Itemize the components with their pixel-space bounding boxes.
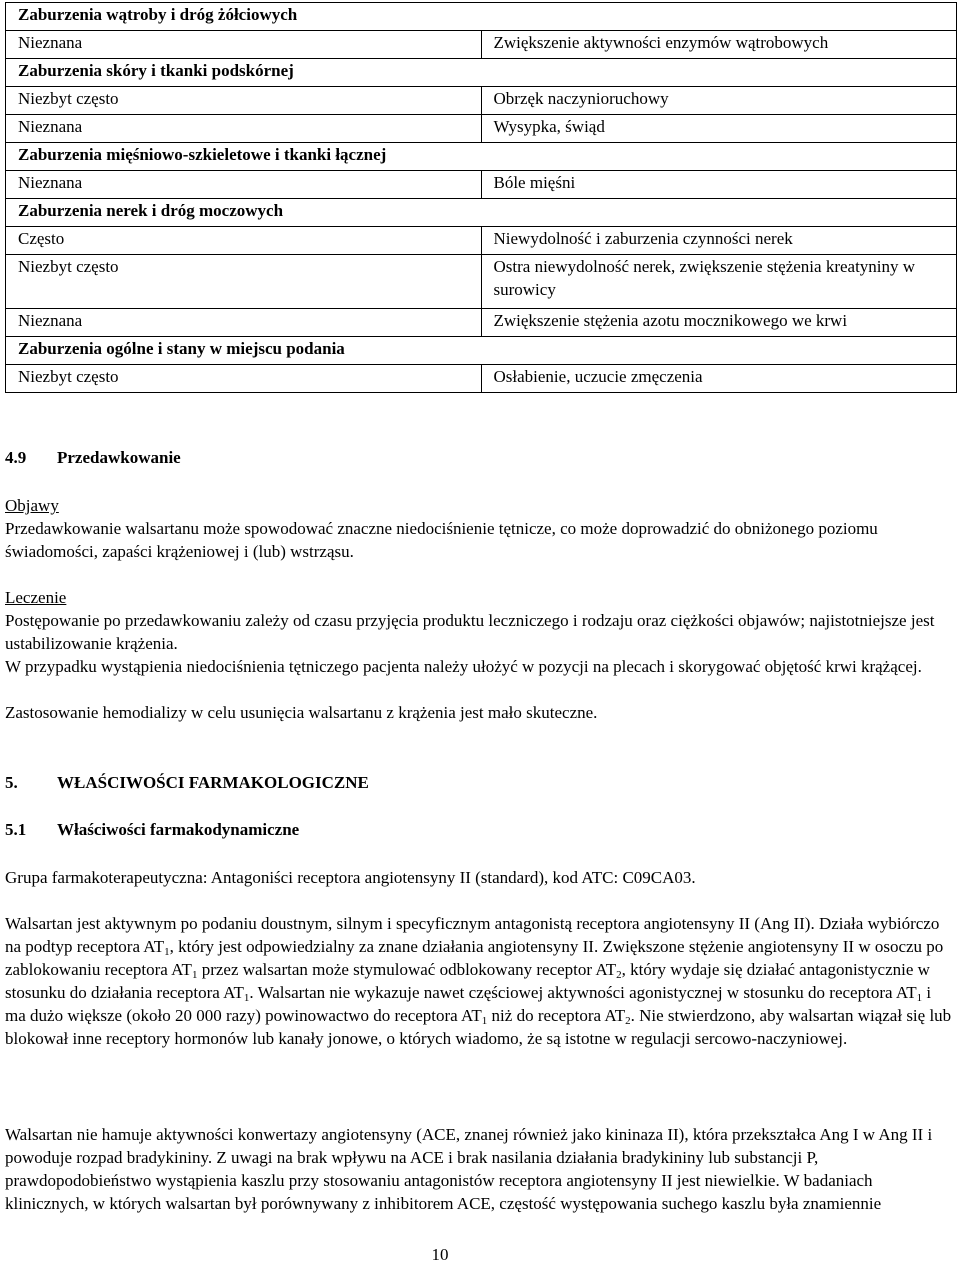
adverse-effects-table-body [6, 3, 957, 393]
category-row [6, 143, 957, 171]
adverse-effects-table [5, 2, 957, 393]
frequency-cell: Niezbyt często [6, 255, 482, 309]
text-run: , który jest odpowiedzialny za znane działania angiotensyny II. Zwiększone stężenie angiotensyny II w osoczu po zablokowaniu receptora AT [5, 937, 944, 979]
subscript: 1 [481, 1015, 488, 1027]
text-run: Walsartan jest aktywnym po podaniu doustnym, silnym i specyficznym antagonistą receptora angiotensyny II (Ang II). Działa wybiórczo na podtyp receptora AT [5, 914, 940, 956]
table-row [6, 87, 957, 115]
table-row [6, 255, 957, 309]
category-row [6, 3, 957, 31]
category-label: Zaburzenia wątroby i dróg żółciowych [6, 3, 957, 31]
treatment-heading: Leczenie [5, 588, 67, 607]
frequency-cell: Nieznana [6, 171, 482, 199]
section-title: Przedawkowanie [57, 448, 181, 467]
pharmacotherapeutic-group: Grupa farmakoterapeutyczna: Antagoniści receptora angiotensyny II (standard), kod ATC: C09CA03. [5, 868, 696, 887]
treatment-paragraph-1: Postępowanie po przedawkowaniu zależy od czasu przyjęcia produktu leczniczego i rodzaju oraz ciężkości objawów; najistotniejsze jest ustabilizowanie krążenia. [5, 611, 935, 653]
symptoms-paragraph: Przedawkowanie walsartanu może spowodować znaczne niedociśnienie tętnicze, co może doprowadzić do obniżonego poziomu świadomości, zapaści krążeniowej i (lub) wstrząsu. [5, 519, 878, 561]
treatment-paragraph-2: W przypadku wystąpienia niedociśnienia tętniczego pacjenta należy ułożyć w pozycji na plecach i skorygować objętość krwi krążącej. [5, 657, 922, 676]
frequency-cell: Nieznana [6, 115, 482, 143]
frequency-cell: Niezbyt często [6, 87, 482, 115]
text-run: i ma dużo większe (około 20 000 razy) powinowactwo do receptora AT [5, 983, 932, 1025]
text-run: . Walsartan nie wykazuje nawet częściowej aktywności agonistycznej w stosunku do receptora AT [249, 983, 917, 1002]
subscript: 2 [616, 969, 622, 981]
frequency-cell: Nieznana [6, 309, 482, 337]
effect-cell: Wysypka, świąd [481, 115, 957, 143]
section-number: 5. [5, 773, 18, 792]
category-row [6, 59, 957, 87]
page-number: 10 [431, 1245, 449, 1264]
text-run: . Nie stwierdzono, aby walsartan wiązał się lub blokował inne receptory hormonów lub kanały jonowe, o których wiadomo, że są istotne w regulacji sercowo-naczyniowej. [5, 1006, 952, 1048]
table-row [6, 309, 957, 337]
text-run: niż do receptora AT [487, 1006, 626, 1025]
subscript: 1 [164, 946, 170, 958]
symptoms-heading: Objawy [5, 496, 59, 515]
text-run: przez walsartan może stymulować odblokowany receptor AT [197, 960, 617, 979]
category-label: Zaburzenia ogólne i stany w miejscu podania [6, 337, 957, 365]
subscript: 2 [625, 1015, 631, 1027]
treatment-paragraph-3: Zastosowanie hemodializy w celu usunięcia walsartanu z krążenia jest mało skuteczne. [5, 703, 598, 722]
subscript: 1 [243, 992, 250, 1004]
subscript: 1 [916, 992, 923, 1004]
section-5-1-heading [5, 818, 955, 841]
frequency-cell: Nieznana [6, 31, 482, 59]
subscript: 1 [191, 969, 198, 981]
effect-cell: Bóle mięśni [481, 171, 957, 199]
table-row [6, 31, 957, 59]
effect-cell: Ostra niewydolność nerek, zwiększenie stężenia kreatyniny w surowicy [481, 255, 957, 309]
pharmacodynamics-paragraph-1 [5, 912, 955, 1050]
effect-cell: Osłabienie, uczucie zmęczenia [481, 365, 957, 393]
section-title: Właściwości farmakodynamiczne [57, 820, 300, 839]
category-label: Zaburzenia skóry i tkanki podskórnej [6, 59, 957, 87]
frequency-cell: Często [6, 227, 482, 255]
table-row [6, 115, 957, 143]
category-row [6, 337, 957, 365]
table-row [6, 227, 957, 255]
frequency-cell: Niezbyt często [6, 365, 482, 393]
category-label: Zaburzenia nerek i dróg moczowych [6, 199, 957, 227]
effect-cell: Zwiększenie aktywności enzymów wątrobowych [481, 31, 957, 59]
text-run: , który wydaje się działać antagonistycznie w stosunku do działania receptora AT [5, 960, 930, 1002]
effect-cell: Niewydolność i zaburzenia czynności nerek [481, 227, 957, 255]
pharmacodynamics-paragraph-2: Walsartan nie hamuje aktywności konwertazy angiotensyny (ACE, znanej również jako kininaza II), która przekształca Ang I w Ang II i powoduje rozpad bradykininy. Z uwagi na brak wpływu na ACE i brak nasilania działania bradykininy lub substancji P, prawdopodobieństwo wystąpienia kaszlu przy stosowaniu antagonistów receptora angiotensyny II jest niewielkie. W badaniach klinicznych, w których walsartan był porównywany z inhibitorem ACE, częstość występowania suchego kaszlu była znamiennie [5, 1125, 933, 1213]
effect-cell: Obrzęk naczynioruchowy [481, 87, 957, 115]
section-number: 5.1 [5, 820, 27, 839]
section-title: WŁAŚCIWOŚCI FARMAKOLOGICZNE [57, 773, 369, 792]
category-row [6, 199, 957, 227]
effect-cell: Zwiększenie stężenia azotu mocznikowego we krwi [481, 309, 957, 337]
category-label: Zaburzenia mięśniowo-szkieletowe i tkanki łącznej [6, 143, 957, 171]
section-5-heading [5, 771, 955, 794]
table-row [6, 365, 957, 393]
section-number: 4.9 [5, 448, 27, 467]
table-row [6, 171, 957, 199]
section-4-9-heading [5, 446, 955, 469]
